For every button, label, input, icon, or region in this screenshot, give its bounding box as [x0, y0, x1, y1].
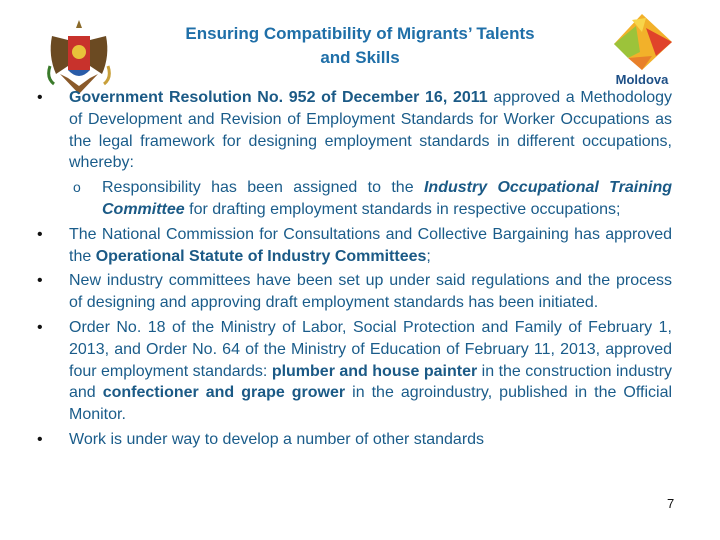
list-item — [69, 270, 672, 314]
text: for drafting employment standards in respective occupations; — [184, 200, 621, 218]
text: Order No. 18 of the Ministry of Labor, Social Protection and Family of February 1, 2013, and Order No. 64 of the Ministry of Education of February 11, 2013, approved four employment standards: — [69, 318, 672, 380]
list-item — [69, 87, 672, 221]
text: Work is under way to develop a number of other standards — [69, 430, 485, 448]
list-item — [69, 317, 672, 426]
list-item — [69, 429, 672, 451]
list-item — [69, 224, 672, 268]
logo-text: Moldova — [615, 72, 669, 87]
moldova-logo-icon — [606, 12, 678, 74]
text: Responsibility has been assigned to the — [102, 179, 424, 197]
bold-text: confectioner and grape grower — [102, 384, 346, 402]
sub-bullet-marker: o — [73, 179, 81, 196]
text: New industry committees have been set up under said regulations and the process of designing and approving draft employment standards has been initiated. — [69, 272, 672, 312]
bold-text: plumber and house painter — [271, 362, 478, 380]
moldova-brand-logo — [606, 12, 678, 92]
bold-text: Operational Statute of Industry Committees — [95, 247, 427, 265]
title-line-1: Ensuring Compatibility of Migrants’ Talents — [185, 24, 535, 43]
slide-title — [130, 22, 590, 70]
bold-italic-text: Industry Occupational Training Committee — [102, 179, 672, 218]
bold-text: Government Resolution No. 952 of December 16, 2011 — [69, 89, 488, 106]
text: approved a Methodology of Development and Revision of Employment Standards for Worker Occupations as the legal framework for designing employment standards in different occupations, whereby: — [69, 89, 672, 172]
page-number: 7 — [667, 496, 675, 511]
text: in the agroindustry, published in the Official Monitor. — [69, 384, 673, 424]
moldova-coat-of-arms-icon — [46, 16, 112, 96]
sub-list-item — [73, 177, 672, 221]
title-line-2: and Skills — [320, 48, 400, 67]
bullet-list — [69, 87, 672, 454]
text: ; — [426, 247, 431, 265]
text: The National Commission for Consultations and Collective Bargaining has approved the — [69, 225, 672, 265]
text: in the construction industry and — [69, 362, 673, 402]
